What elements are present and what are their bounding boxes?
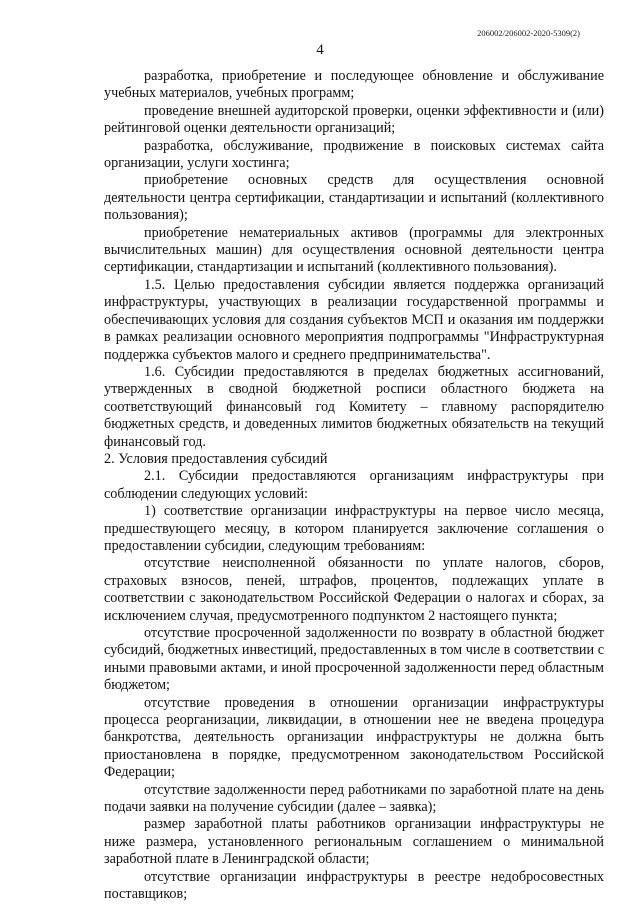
paragraph: разработка, обслуживание, продвижение в поисковых системах сайта организации, услуги хостинга; xyxy=(104,137,604,172)
document-body xyxy=(104,68,604,904)
document-code: 206002/206002-2020-5309(2) xyxy=(477,28,580,38)
paragraph: проведение внешней аудиторской проверки, оценки эффективности и (или) рейтинговой оценки деятельности организаций; xyxy=(104,102,604,137)
paragraph: 1.5. Целью предоставления субсидии является поддержка организаций инфраструктуры, участвующих в реализации государственной программы и обеспечивающих условия для создания субъектов МСП и оказания им поддержки в рамках реализации основного мероприятия подпрограммы "Инфраструктурная поддержка субъектов малого и среднего предпринимательства". xyxy=(104,276,604,363)
paragraph: размер заработной платы работников организации инфраструктуры не ниже размера, установленного региональным соглашением о минимальной заработной плате в Ленинградской области; xyxy=(104,816,604,868)
paragraph: 1.6. Субсидии предоставляются в пределах бюджетных ассигнований, утвержденных в сводной бюджетной росписи областного бюджета на соответствующий финансовый год Комитету – главному распорядителю бюджетных средств, и доведенных лимитов бюджетных обязательств на текущий финансовый год. xyxy=(104,363,604,450)
paragraph: отсутствие организации инфраструктуры в реестре недобросовестных поставщиков; xyxy=(104,868,604,903)
paragraph: разработка, приобретение и последующее обновление и обслуживание учебных материалов, учебных программ; xyxy=(104,68,604,102)
paragraph: приобретение основных средств для осуществления основной деятельности центра сертификации, стандартизации и испытаний (коллективного пользования); xyxy=(104,172,604,224)
paragraph: отсутствие задолженности перед работниками по заработной плате на день подачи заявки на получение субсидии (далее – заявка); xyxy=(104,781,604,816)
section-heading: 2. Условия предоставления субсидий xyxy=(104,450,328,467)
paragraph: отсутствие проведения в отношении организации инфраструктуры процесса реорганизации, ликвидации, в отношении нее не введена процедура банкротства, деятельность организации инфраструктуры не должна быть приостановлена в порядке, предусмотренном законодательством Российской Федерации; xyxy=(104,694,604,781)
paragraph: 2.1. Субсидии предоставляются организациям инфраструктуры при соблюдении следующих условий: xyxy=(104,468,604,502)
paragraph: отсутствие неисполненной обязанности по уплате налогов, сборов, страховых взносов, пеней, штрафов, процентов, подлежащих уплате в соответствии с законодательством Российской Федерации о налогах и сборах, за исключением случая, предусмотренного подпунктом 2 настоящего пункта; xyxy=(104,555,604,624)
paragraph: отсутствие просроченной задолженности по возврату в областной бюджет субсидий, бюджетных инвестиций, предоставленных в том числе в соответствии с иными правовыми актами, и иной просроченной задолженности перед областным бюджетом; xyxy=(104,625,604,694)
page-number: 4 xyxy=(316,42,324,58)
paragraph: приобретение нематериальных активов (программы для электронных вычислительных машин) для осуществления основной деятельности центра сертификации, стандартизации и испытаний (коллективного пользования). xyxy=(104,224,604,276)
paragraph: 1) соответствие организации инфраструктуры на первое число месяца, предшествующего месяцу, в котором планируется заключение соглашения о предоставлении субсидии, следующим требованиям: xyxy=(104,503,604,554)
